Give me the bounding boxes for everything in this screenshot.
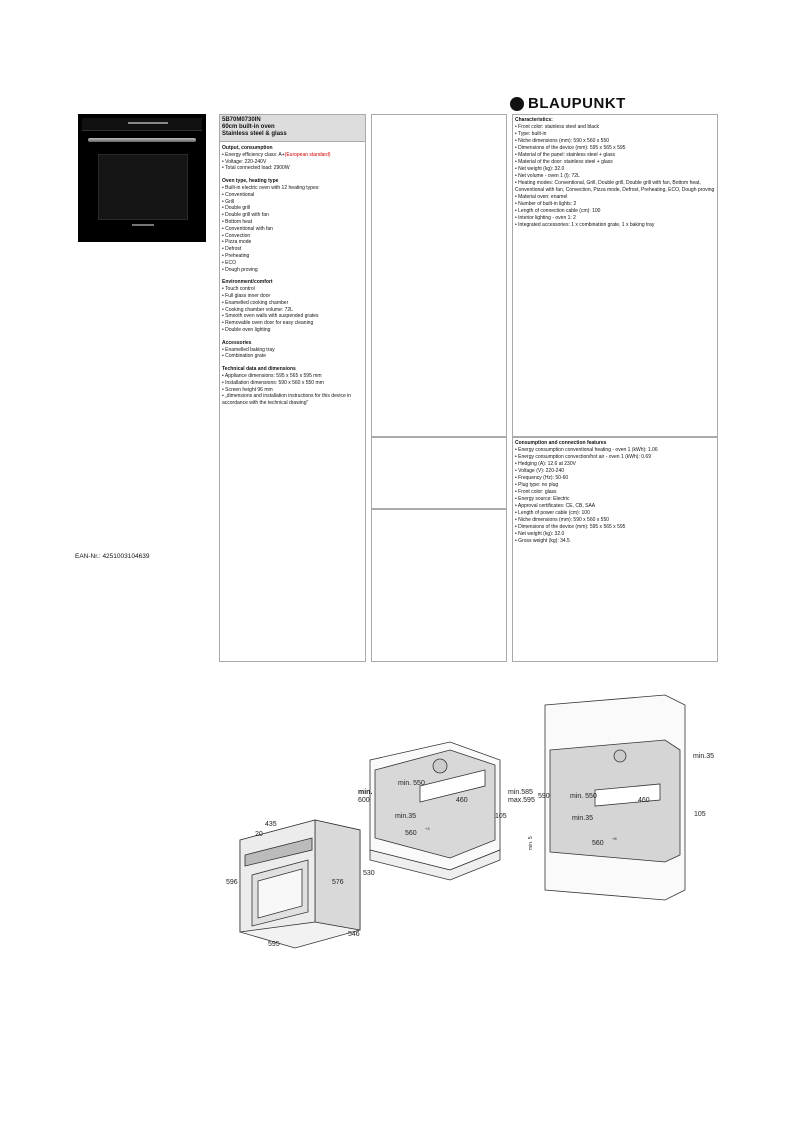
- list-item: • Double grill: [222, 205, 251, 212]
- ean-number: EAN-Nr.: 4251003104639: [75, 553, 150, 560]
- dim-label: min.35: [572, 815, 594, 822]
- product-title-2: Stainless steel & glass: [222, 131, 287, 137]
- list-item: • Voltage (V): 220-240: [515, 468, 565, 474]
- dim-label: min.: [358, 789, 373, 796]
- dim-label: min.35: [693, 753, 715, 760]
- empty-panel: [371, 509, 507, 662]
- list-item: • Pizza mode: [222, 239, 252, 246]
- list-item: • Plug type: no plug: [515, 482, 559, 488]
- door-handle: [88, 138, 196, 142]
- technical-drawing: [220, 690, 720, 950]
- list-item: • Double oven lighting: [222, 326, 271, 333]
- section-title: Output, consumption: [222, 145, 273, 151]
- characteristics-list: [515, 124, 715, 229]
- dim-label: 20: [255, 831, 263, 838]
- list-item: • Type: built-in: [515, 131, 547, 137]
- list-item: • Front color: stainless steel and black: [515, 124, 600, 130]
- list-item: • Heating modes: Conventional, Grill, Double grill, Double grill with fan, Bottom heat, Conventional with fan, Convection, Pizza mode, Defrost, Preheating, ECO, Dough proving: [515, 180, 715, 193]
- list-item: • Grill: [222, 198, 235, 205]
- list-item: • Convection: [222, 232, 251, 239]
- list-item: • Conventional with fan: [222, 225, 273, 232]
- list-item: • ECO: [222, 259, 236, 266]
- dim-label: 435: [265, 821, 277, 828]
- list-item: • Conventional: [222, 191, 255, 198]
- dim-label: min.585: [508, 789, 533, 796]
- list-item: • Appliance dimensions: 595 x 565 x 595 mm: [222, 372, 322, 379]
- dim-label: max.595: [508, 797, 535, 804]
- list-item: • Bottom heat: [222, 218, 253, 225]
- oven-badge: [132, 224, 154, 226]
- dim-label: min. 550: [398, 780, 425, 787]
- list-item: • Approval certificates: CE, CB, SAA: [515, 503, 596, 509]
- list-item: • Gross weight (kg): 34.5: [515, 538, 570, 544]
- list-item: • Full glass inner door: [222, 292, 271, 299]
- dim-label: 530: [363, 870, 375, 877]
- dim-label: 560: [405, 830, 417, 837]
- section-title: Accessories: [222, 339, 252, 346]
- list-item: • Preheating: [222, 252, 250, 259]
- dim-label: 560: [592, 840, 604, 847]
- consumption-title: Consumption and connection features: [515, 440, 607, 446]
- spec-body: [220, 142, 365, 410]
- dim-label: 460: [638, 797, 650, 804]
- list-item: • Double grill with fan: [222, 212, 269, 219]
- list-item: • Combination grate: [222, 353, 266, 360]
- empty-panel: [371, 114, 507, 437]
- list-item: • Material of the door: stainless steel + glass: [515, 159, 613, 165]
- list-item: • Net weight (kg): 32.0: [515, 166, 565, 172]
- list-item: • Net weight (kg): 32.0: [515, 531, 565, 537]
- list-item: • Material oven: enamel: [515, 194, 568, 200]
- list-item: • Number of built-in lights: 2: [515, 201, 577, 207]
- section-title: Technical data and dimensions: [222, 366, 296, 373]
- dim-label: 460: [456, 797, 468, 804]
- section-title: Environment/comfort: [222, 279, 273, 286]
- dim-label: 546: [348, 931, 360, 938]
- list-item: • Length of connection cable (cm): 100: [515, 208, 601, 214]
- brand-name: BLAUPUNKT: [528, 95, 626, 112]
- characteristics-title: Characteristics:: [515, 117, 553, 123]
- dim-label: min. 5: [528, 836, 534, 850]
- dim-label: 600: [358, 797, 370, 804]
- dim-label: 105: [495, 813, 507, 820]
- environment-list: [222, 286, 363, 334]
- list-item: • Installation dimensions: 590 x 560 x 550 mm: [222, 379, 324, 386]
- empty-panel: [371, 437, 507, 509]
- oven-photo: [78, 114, 206, 242]
- consumption-panel: [512, 437, 718, 662]
- list-item: • Front color: glass: [515, 489, 557, 495]
- eff-note: (European standard): [284, 151, 331, 158]
- dim-label: 576: [332, 879, 344, 886]
- spec-line: • Voltage: 220-240V: [222, 158, 267, 165]
- list-item: • „dimensions and installation instructions for this device in accordance with the technical drawing": [222, 393, 352, 407]
- brand-logo: [510, 95, 626, 112]
- list-item: • Dimensions of the device (mm): 595 x 565 x 595: [515, 145, 626, 151]
- list-item: • Net volume - oven 1 (l): 72L: [515, 173, 580, 179]
- dim-label: 596: [226, 879, 238, 886]
- dim-label: +3: [425, 826, 430, 831]
- logo-dot-icon: [510, 97, 524, 111]
- list-item: • Niche dimensions (mm): 590 x 560 x 550: [515, 138, 610, 144]
- dim-label: 590: [538, 793, 550, 800]
- list-item: • Hedging (A): 12.6 at 230V: [515, 461, 576, 467]
- list-item: • Material of the panel: stainless steel + glass: [515, 152, 615, 158]
- list-item: • Energy consumption convection/hot air - oven 1 (kWh): 0.69: [515, 454, 651, 460]
- characteristics-panel: [512, 114, 718, 437]
- dim-label: min.35: [395, 813, 417, 820]
- spec-line: • Total connected load: 2900W: [222, 165, 290, 172]
- dim-label: min. 550: [570, 793, 597, 800]
- list-item: • Built-in electric oven with 12 heating types:: [222, 184, 320, 191]
- section-title: Oven type, heating type: [222, 178, 279, 185]
- list-item: • Interior lighting - oven 1: 2: [515, 215, 576, 221]
- spec-line: • Energy efficiency class: A+(European standard): [222, 151, 331, 158]
- list-item: • Frequency (Hz): 50-60: [515, 475, 569, 481]
- consumption-list: [515, 447, 715, 545]
- accessories-list: [222, 347, 363, 361]
- dim-label: 595: [268, 941, 280, 948]
- spec-header: [220, 115, 365, 142]
- list-item: • Touch control: [222, 286, 255, 293]
- list-item: • Energy consumption conventional heating - oven 1 (kWh): 1.06: [515, 447, 658, 453]
- oven-sketch: [240, 695, 685, 948]
- list-item: • Dimensions of the device (mm): 595 x 565 x 595: [515, 524, 626, 530]
- control-panel: [82, 118, 202, 131]
- list-item: • Enamelled cooking chamber: [222, 299, 289, 306]
- list-item: • Niche dimensions (mm): 590 x 560 x 550: [515, 517, 610, 523]
- list-item: • Cooking chamber volume: 72L: [222, 306, 293, 313]
- spec-column: [219, 114, 366, 662]
- model-number: 5B70M0730IN: [222, 117, 261, 123]
- list-item: • Enamelled baking tray: [222, 346, 275, 353]
- list-item: • Dough proving: [222, 266, 258, 273]
- list-item: • Removable oven door for easy cleaning: [222, 320, 314, 327]
- oven-window: [98, 154, 188, 220]
- dim-label: +8: [612, 836, 617, 841]
- list-item: • Length of power cable (cm): 100: [515, 510, 590, 516]
- list-item: • Integrated accessories: 1 x combination grate, 1 x baking tray: [515, 222, 655, 228]
- technical-list: [222, 373, 363, 407]
- list-item: • Smooth oven walls with suspended grates: [222, 313, 319, 320]
- oven-type-list: [222, 185, 363, 273]
- list-item: • Defrost: [222, 246, 242, 253]
- list-item: • Energy source: Electric: [515, 496, 570, 502]
- list-item: • Screen height 96 mm: [222, 386, 273, 393]
- product-title-1: 60cm built-in oven: [222, 124, 275, 130]
- dim-label: 105: [694, 811, 706, 818]
